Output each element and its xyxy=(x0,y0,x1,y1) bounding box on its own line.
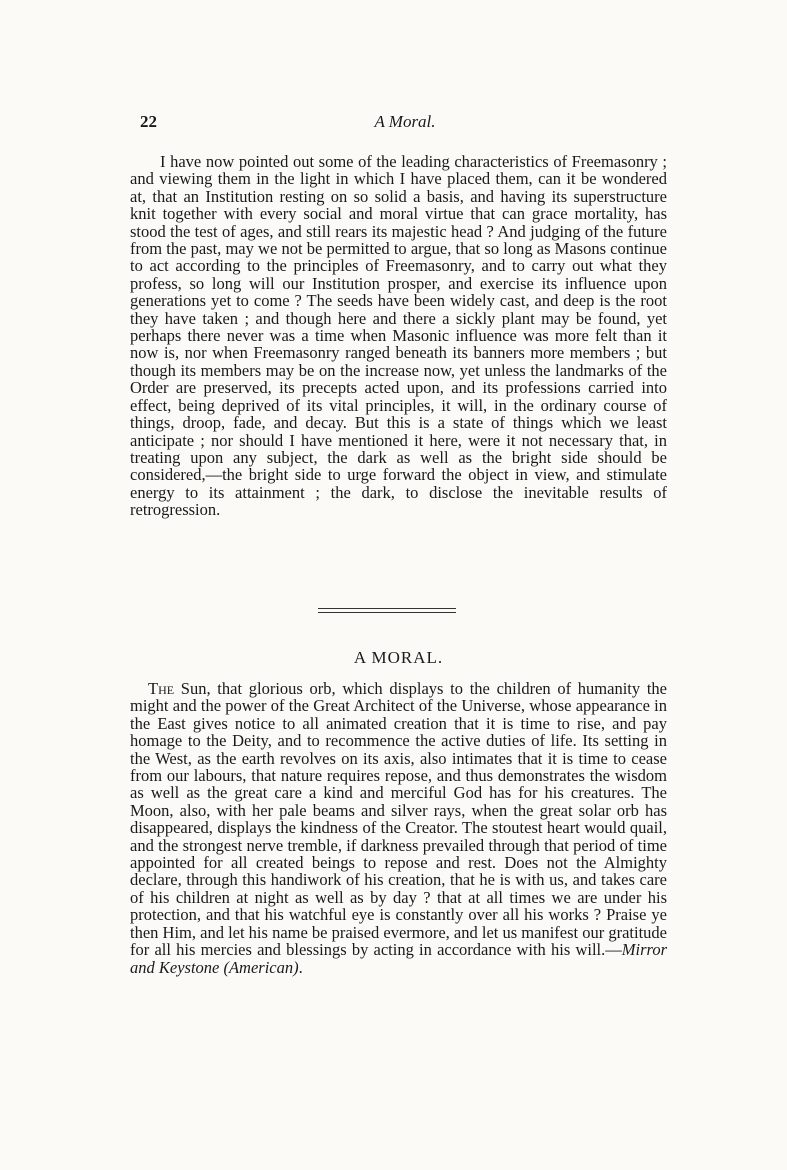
page-header xyxy=(140,112,670,136)
paragraph-moral-end: . xyxy=(298,957,303,977)
paragraph-moral-text: Sun, that glorious orb, which displays to the children of humanity the might and the power of the Great Architect of the Universe, whose appearance in the East gives notice to all animated creation that it is time to rise, and pay homage to the Deity, and to recommence the active duties of life. Its setting in the West, as the earth revolves on its axis, also intimates that it is time to cease from our labours, that nature requires repose, and thus demonstrates the wisdom as well as the great care a kind and merciful God has for his creatures. The Moon, also, with her pale beams and silver rays, when the great solar orb has disappeared, displays the kindness of the Creator. The stoutest heart would quail, and the strongest nerve tremble, if darkness prevailed through that period of time appointed for all created beings to repose and rest. Does not the Almighty declare, through this handiwork of his creation, that he is with us, and takes care of his children at night as well as by day ? that at all times we are under his protection, and that his watchful eye is constantly over all his works ? Praise ye then Him, and let his name be praised evermore, and let us manifest our gratitude for all his mercies and blessings by acting in accordance with his will.— xyxy=(130,679,667,960)
page-number: 22 xyxy=(140,112,157,131)
lead-word: The xyxy=(148,679,175,698)
source-citation: Mirror and Keystone (American) xyxy=(130,940,667,977)
divider-rule-top xyxy=(318,608,456,609)
paragraph-moral xyxy=(130,680,667,976)
divider-rule-bottom xyxy=(318,612,456,613)
section-divider xyxy=(318,608,456,614)
running-title: A Moral. xyxy=(374,112,436,131)
paragraph-freemasonry: I have now pointed out some of the leading characteristics of Freemasonry ; and viewing them in the light in which I have placed them, can it be wondered at, that an Institution resting on so solid a basis, and having its superstructure knit together with every social and moral virtue that can grace mortality, has stood the test of ages, and still rears its majestic head ? And judging of the future from the past, may we not be permitted to argue, that so long as Masons continue to act according to the principles of Freemasonry, and to carry out what they profess, so long will our Institution prosper, and exercise its influence upon generations yet to come ? The seeds have been widely cast, and deep is the root they have taken ; and though here and there a sickly plant may be found, yet perhaps there never was a time when Masonic influence was more felt than it now is, nor when Freemasonry ranged beneath its banners more members ; but though its members may be on the increase now, yet unless the landmarks of the Order are preserved, its precepts acted upon, and its professions carried into effect, being deprived of its vital principles, it will, in the ordinary course of things, droop, fade, and decay. But this is a state of things which we least anticipate ; nor should I have mentioned it here, were it not necessary that, in treating upon any subject, the dark as well as the bright side should be considered,—the bright side to urge forward the object in view, and stimulate energy to its attainment ; the dark, to disclose the inevitable results of retrogression. xyxy=(130,152,667,520)
section-title: A MORAL. xyxy=(353,648,444,667)
